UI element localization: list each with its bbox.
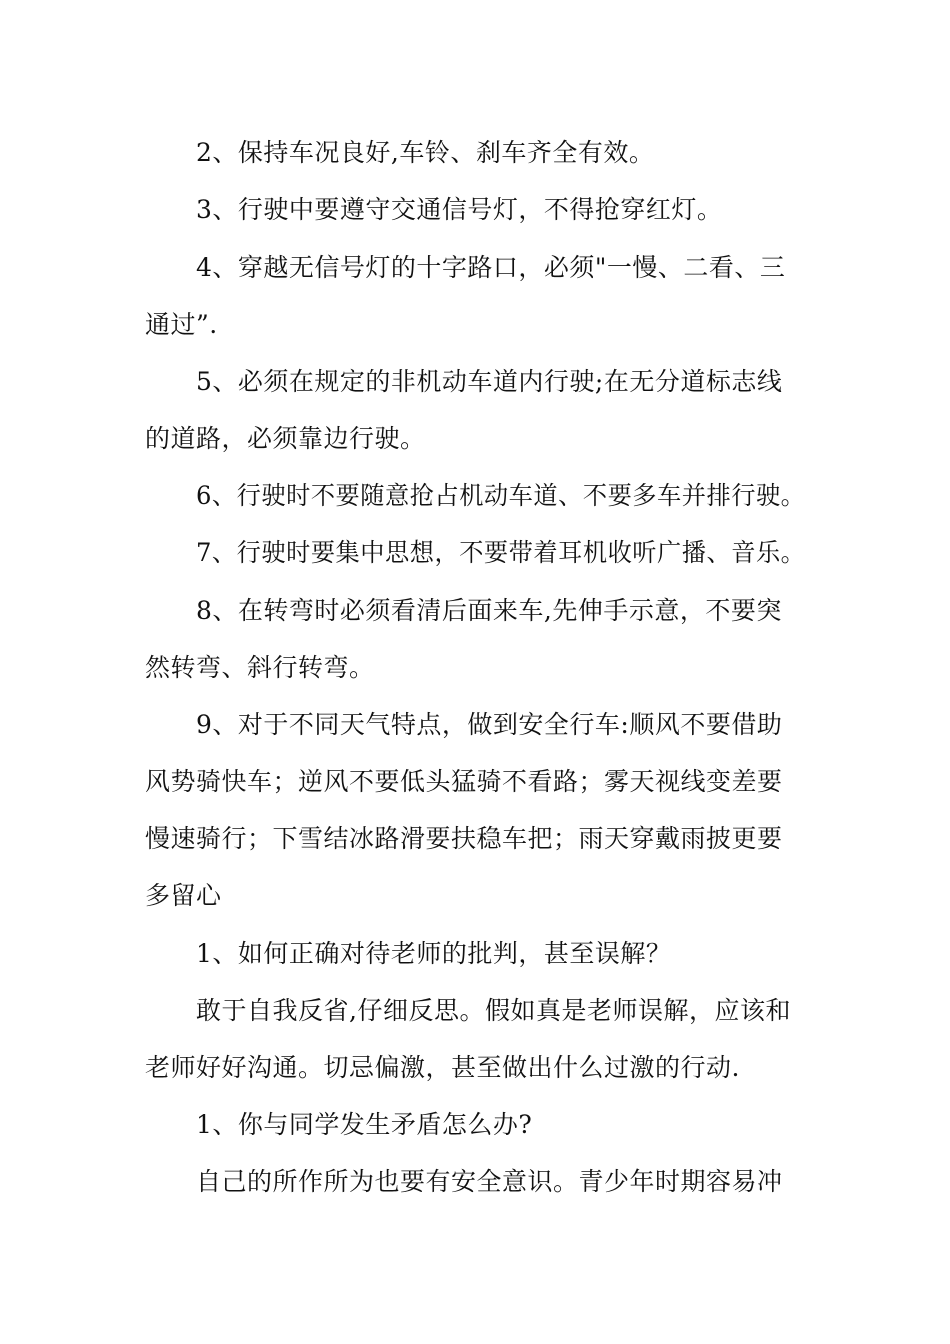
text-line: 5、必须在规定的非机动车道内行驶;在无分道标志线 <box>196 367 783 396</box>
text-line: 然转弯、斜行转弯。 <box>145 653 375 682</box>
text-line: 7、行驶时要集中思想，不要带着耳机收听广播、音乐。 <box>196 538 806 567</box>
text-line: 9、对于不同天气特点，做到安全行车:顺风不要借助 <box>196 710 783 739</box>
text-line: 自己的所作所为也要有安全意识。青少年时期容易冲 <box>196 1167 783 1196</box>
text-line: 3、行驶中要遵守交通信号灯，不得抢穿红灯。 <box>196 195 723 224</box>
text-line: 风势骑快车；逆风不要低头猛骑不看路；雾天视线变差要 <box>145 767 783 796</box>
text-line: 2、保持车况良好,车铃、刹车齐全有效。 <box>196 138 655 167</box>
text-line: 8、在转弯时必须看清后面来车,先伸手示意，不要突 <box>196 596 782 625</box>
text-line: 敢于自我反省,仔细反思。假如真是老师误解，应该和 <box>196 996 791 1025</box>
text-line: 的道路，必须靠边行驶。 <box>145 424 426 453</box>
text-line: 4、穿越无信号灯的十字路口，必须"一慢、二看、三 <box>196 253 786 282</box>
text-line: 通过”. <box>145 310 218 339</box>
text-line: 多留心 <box>145 881 222 910</box>
text-line: 6、行驶时不要随意抢占机动车道、不要多车并排行驶。 <box>196 481 806 510</box>
text-line: 老师好好沟通。切忌偏激，甚至做出什么过激的行动. <box>145 1053 740 1082</box>
text-line: 1、如何正确对待老师的批判，甚至误解？ <box>196 939 672 968</box>
text-line: 1、你与同学发生矛盾怎么办? <box>196 1110 533 1139</box>
text-line: 慢速骑行；下雪结冰路滑要扶稳车把；雨天穿戴雨披更要 <box>145 824 783 853</box>
